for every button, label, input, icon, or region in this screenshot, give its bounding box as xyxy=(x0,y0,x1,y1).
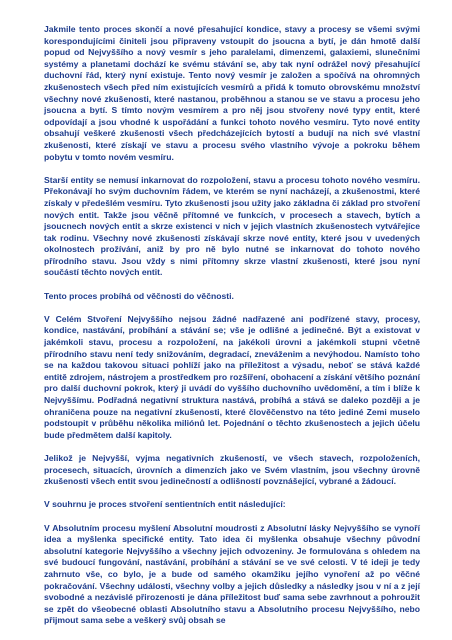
paragraph-older-entities: Starší entity se nemusí inkarnovat do rozpoložení, stavu a procesu tohoto nového vesmíru. Překonávají ho svým duchovním řádem, ve kterém se nyní nacházejí, a zkušenostmi, které získaly v předešlém vesmíru. Tyto zkušenosti jsou užity jako základna či základ pro stvoření nových entit. Takže jsou věčně přítomné ve funkcích, v procesech a stavech, bytích a jsoucnech nových entit a skrze existenci v nich v jejich vlastních zkušenostech vytvářejíce tak rodinu. Všechny nové zkušenosti získávají skrze nové entity, které jsou v uvedených okolnostech prožívání, aniž by pro ně bylo nutné se inkarnovat do tohoto nového přírodního stavu. Jsou vždy s nimi přítomny skrze vlastní zkušenosti, které jsou nyní součástí těchto nových entit. xyxy=(44,174,420,278)
paragraph-new-universe: Jakmile tento proces skončí a nové přesahující kondice, stavy a procesy se všemi svými korespondujícími činiteli jsou připraveny vstoupit do jsoucna a bytí, je dán hmotě další popud od Nejvyššího a nový vesmír s jeho paralelami, dimenzemi, galaxiemi, slunečními systémy a planetami dochází ke svému stávání se, aby tak nyní odrážel nový přesahující duchovní řád, který nyní existuje. Tento nový vesmír je založen a spočívá na ohromných zkušenostech všech před ním existujících vesmírů a přidá k tomuto obrovskému množství všechny nové zkušenosti, které nastanou, proběhnou a stanou se ve stavu a procesu jeho jsoucna a bytí. S tímto novým vesmírem a pro něj jsou stvořeny nové typy entit, které odpovídají a jsou vhodné k uspořádání a funkci tohoto nového vesmíru. Tyto nové entity obsahují veškeré zkušenosti všech předcházejících bytostí a budují na nich své vlastní zkušenosti, které získají ve stavu a procesu svého vlastního vývoje a pokroku během pobytu v tomto novém vesmíru. xyxy=(44,24,420,162)
paragraph-absolute-process: V Absolutním procesu myšlení Absolutní moudrosti z Absolutní lásky Nejvyššího se vynoří idea a myšlenka specifické entity. Tato idea či myšlenka obsahuje všechny původní absolutní kategorie Nejvyššího a všechny jejich odvozeniny. Je formulována s ohledem na své budoucí fungování, nastávání, probíhání a stávání se ve své celosti. V té ideji je tedy zahrnuto vše, co bylo, je a bude od samého okamžiku jejího vynoření až po věčné pokračování. Všechny události, všechny volby a jejich důsledky a následky jsou v ní a z její svobodné a nezávislé přirozenosti je dána příležitost buď sama sebe zavrhnout a pohroužit se zpět do všeobecné oblasti Absolutního stavu a Absolutního procesu Nejvyššího, nebo přijmout sama sebe a veškerý svůj obsah se xyxy=(44,522,420,626)
paragraph-elevating-experience: Jelikož je Nejvyšší, vyjma negativních zkušeností, ve všech stavech, rozpoloženích, procesech, situacích, úrovních a dimenzích jako ve Svém vlastním, jsou všechny úrovně zkušenosti všech entit svou jedinečností a odlišností povznášející, vybrané a žádoucí. xyxy=(44,452,420,487)
paragraph-summary-heading: V souhrnu je proces stvoření sentientních entit následující: xyxy=(44,499,286,510)
paragraph-no-superior-states: V Celém Stvoření Nejvyššího nejsou žádné nadřazené ani podřízené stavy, procesy, kondice, nastávání, probíhání a stávání se; vše je odlišné a jedinečné. Být a existovat v jakémkoli stavu, procesu a rozpoložení, na jakékoli úrovni a jakémkoli stupni včetně přírodního stavu není tedy snižováním, degradací, zneváženim a nevýhodou. Namísto toho se na každou takovou situaci pohlíží jako na příležitost a výsadu, neboť se stává každé entitě zdrojem, nástrojem a prostředkem pro rozšíření, obohacení a získání většího poznání pro další duchovní pokrok, který ji uvádí do vyššího duchovního uvědomění, a tím i blíže k Nejvyššímu. Podřadná negativní struktura nastává, probíhá a stává se daleko později a je ohraničena pouze na negativní zkušenosti, které člověčenstvo na této jediné Zemi muselo podstoupit v průběhu několika miliónů let. Pojednání o těchto zkušenostech a jejich účelu bude předmětem další kapitoly. xyxy=(44,313,420,440)
document-page xyxy=(44,24,420,638)
paragraph-eternity: Tento proces probíhá od věčnosti do věčnosti. xyxy=(44,290,234,301)
